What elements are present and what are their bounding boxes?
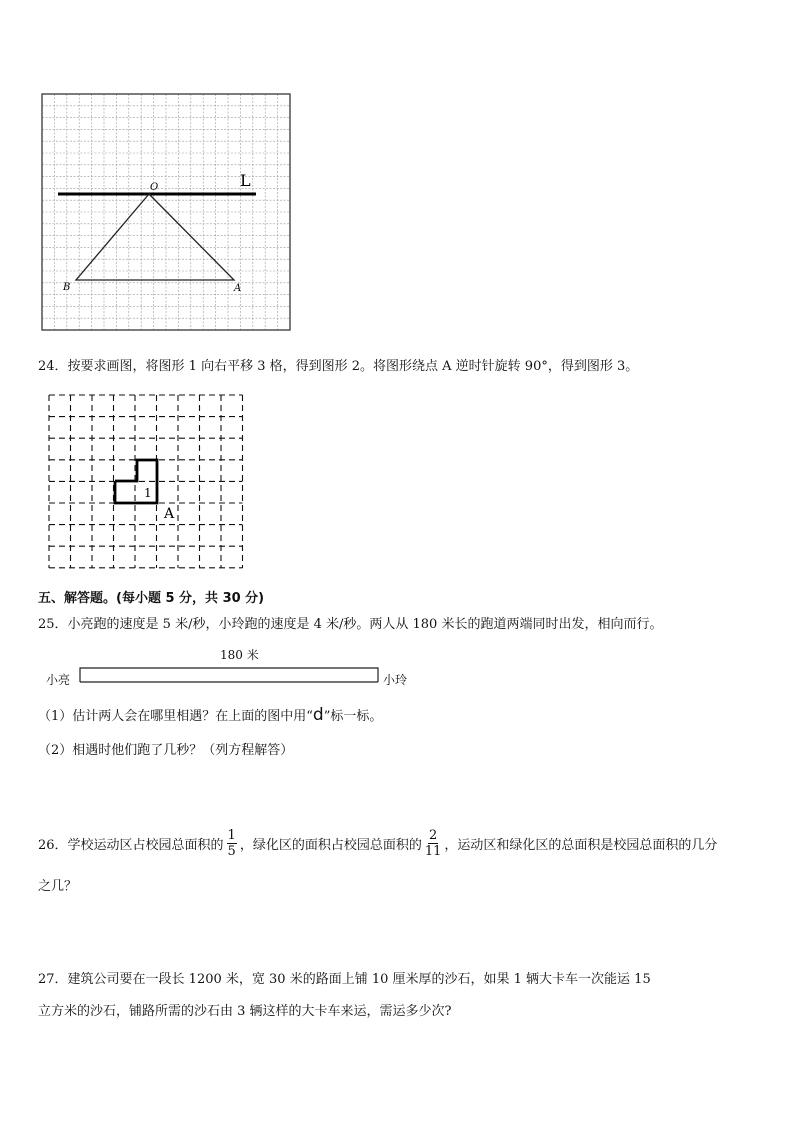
dashed-grid-figure	[44, 392, 254, 572]
triangle-grid-figure	[38, 90, 294, 334]
fraction-2-11	[425, 828, 442, 859]
fraction-2-denominator: 11	[424, 844, 442, 859]
track-length-label: 180 米	[220, 648, 259, 662]
question-25-sub1	[38, 705, 382, 725]
shape-1-label: 1	[144, 486, 152, 500]
question-25-sub2: （2）相遇时他们跑了几秒？（列方程解答）	[38, 743, 294, 758]
fraction-1-denominator: 5	[227, 844, 236, 859]
left-name-label: 小亮	[46, 673, 71, 687]
label-A: A	[234, 283, 242, 294]
fraction-1-5	[227, 828, 237, 859]
fraction-1-numerator: 1	[227, 828, 236, 843]
dashed-grid	[49, 395, 243, 568]
question-27-line1: 27．建筑公司要在一段长 1200 米，宽 30 米的路面上铺 10 厘米厚的沙石，如果 1 辆大卡车一次能运 15	[38, 972, 651, 987]
point-A-label: A	[164, 506, 175, 522]
sub1-text-after: ”标一标。	[323, 709, 383, 724]
q26-part3: ，运动区和绿化区的总面积是校园总面积的几分	[444, 838, 718, 853]
label-B: B	[63, 282, 71, 293]
question-24-text: 24．按要求画图，将图形 1 向右平移 3 格，得到图形 2。将图形绕点 A 逆时针旋转 90°，得到图形 3。	[38, 359, 639, 374]
d-mark-symbol: d	[312, 705, 324, 725]
label-O: O	[150, 182, 159, 193]
q26-part1: 26．学校运动区占校园总面积的	[38, 838, 224, 853]
section-5-title: 五、解答题。(每小题 5 分，共 30 分)	[38, 591, 265, 606]
fraction-2-numerator: 2	[428, 828, 438, 843]
track-diagram	[78, 662, 380, 686]
triangle-OBA	[76, 194, 234, 280]
question-25-text: 25．小亮跑的速度是 5 米/秒，小玲跑的速度是 4 米/秒。两人从 180 米长的跑道两端同时出发，相向而行。	[38, 617, 663, 632]
sub1-text-before: （1）估计两人会在哪里相遇？在上面的图中用“	[38, 709, 313, 724]
label-L: L	[240, 171, 251, 190]
question-26-line1	[38, 828, 717, 859]
q26-part2: ，绿化区的面积占校园总面积的	[239, 838, 422, 853]
question-27-line2: 立方米的沙石，铺路所需的沙石由 3 辆这样的大卡车来运，需运多少次?	[38, 1004, 452, 1019]
question-26-line2: 之几？	[38, 879, 78, 894]
right-name-label: 小玲	[383, 673, 408, 687]
